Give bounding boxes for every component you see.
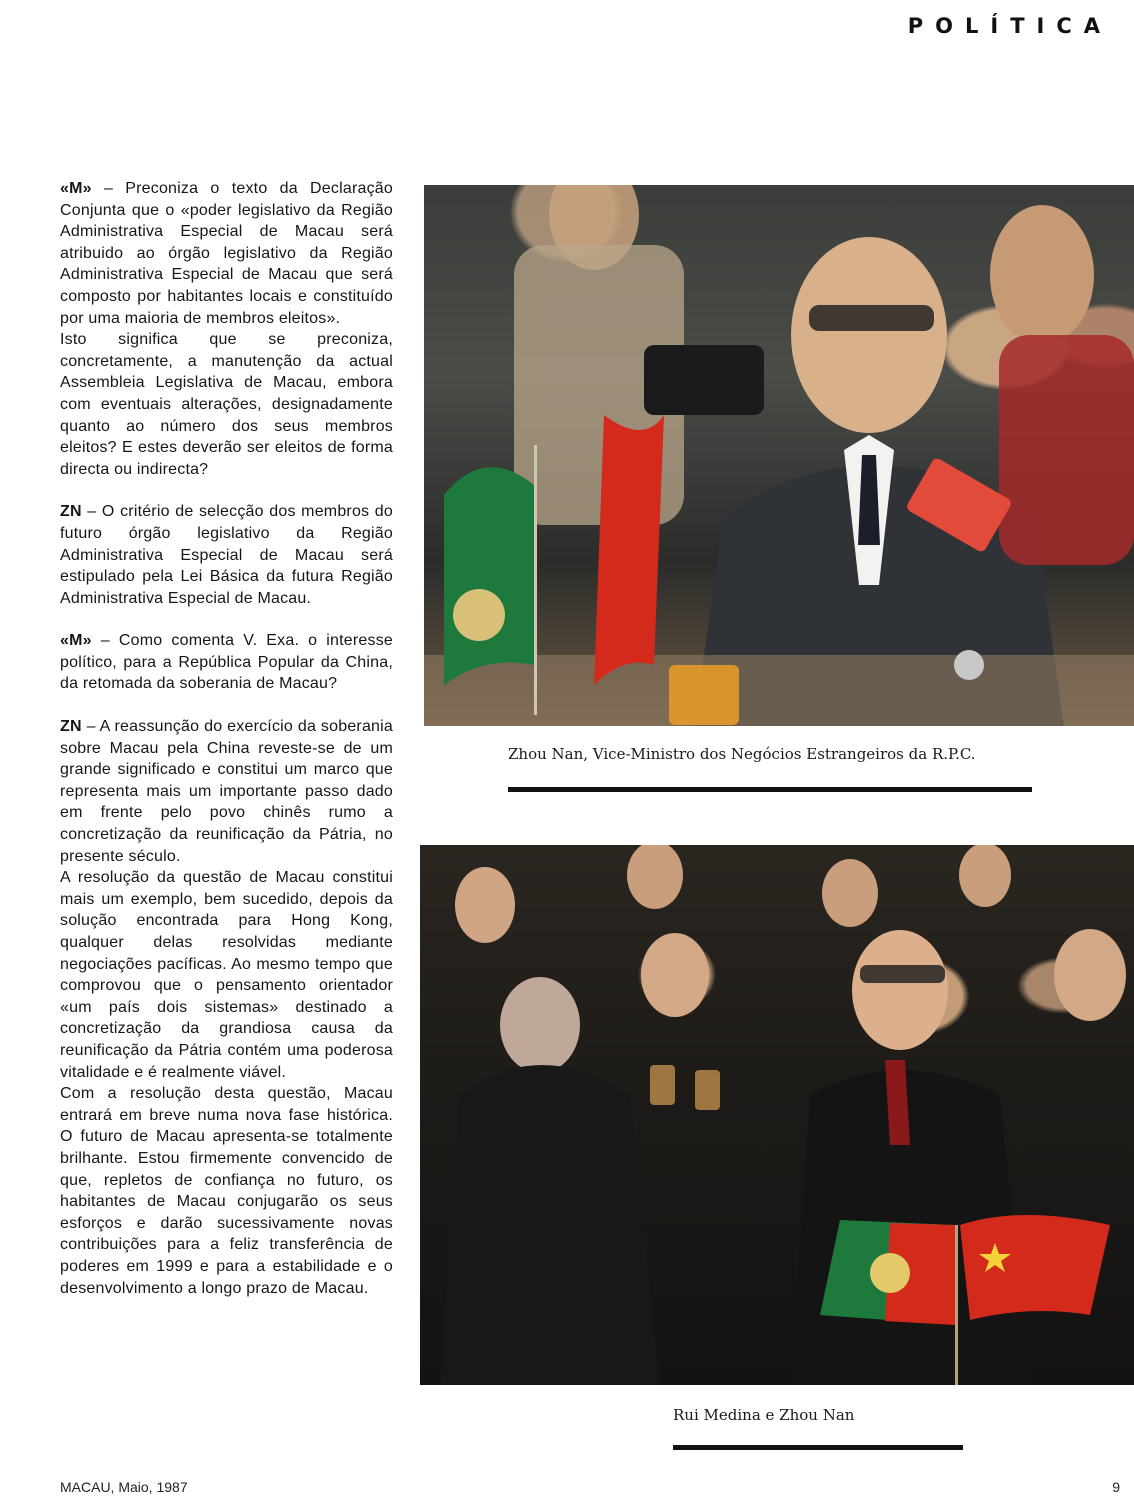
guest-face: [959, 845, 1011, 907]
rui-medina-suit: [440, 1065, 660, 1385]
article-paragraph: [60, 867, 393, 1083]
juice-glass: [669, 665, 739, 725]
page-number: 9: [1112, 1479, 1120, 1495]
guest-face: [822, 859, 878, 927]
flagpole: [534, 445, 537, 715]
glasses-icon: [860, 965, 945, 983]
video-camera-icon: [644, 345, 764, 415]
china-flag-icon: [960, 1215, 1110, 1320]
caption-rule: [508, 787, 1032, 792]
article-paragraph: [60, 630, 393, 695]
table-surface: [424, 655, 1134, 726]
reporter-body: [999, 335, 1134, 565]
section-label: POLÍTICA: [907, 14, 1112, 38]
guest-face: [455, 867, 515, 943]
article-paragraph: [60, 178, 393, 329]
guest-face: [641, 933, 709, 1017]
wine-glass-icon: [650, 1065, 675, 1105]
speaker-label: ZN: [60, 718, 82, 736]
paragraph-text: A resolução da questão de Macau constitui mais um exemplo, bem sucedido, depois da solução encontrada para Hong Kong, qualquer delas resolvidas mediante negociações pacíficas. Ao mesmo tempo que comprovou que o pensamento orientador «um país dois sistemas» destinado a concretização da grandiosa causa da reunificação da Pátria contém uma poderosa vitalidade e é realmente viável.: [60, 869, 393, 1081]
article-paragraph: [60, 1083, 393, 1299]
paragraph-text: Isto significa que se preconiza, concretamente, a manutenção da actual Assembleia Legislativa de Macau, embora com eventuais alterações, designadamente quanto ao número dos seus membros eleitos? E estes deverão ser eleitos de forma directa ou indirecta?: [60, 331, 393, 478]
reporter-face: [990, 205, 1094, 345]
speaker-label: ZN: [60, 503, 82, 521]
photo-caption: Zhou Nan, Vice-Ministro dos Negócios Estrangeiros da R.P.C.: [508, 745, 976, 763]
paragraph-text: Com a resolução desta questão, Macau entrará em breve numa nova fase histórica. O futuro de Macau apresenta-se totalmente brilhante. Estou firmemente convencido de que, repletos de confiança no futuro, os habitantes de Macau conjugarão os seus esforços e darão sucessivamente novas contribuições para a feliz transferência de poderes em 1999 e para a estabilidade e o desenvolvimento a longo prazo de Macau.: [60, 1085, 393, 1297]
paragraph-text: – O critério de selecção dos membros do futuro órgão legislativo da Região Administrativa Especial de Macau será estipulado pela Lei Básica da futura Região Administrativa Especial de Macau.: [60, 503, 393, 607]
rui-medina-head: [500, 977, 580, 1073]
toast-ceremony-photo: [420, 845, 1134, 1385]
speaker-label: «M»: [60, 180, 92, 197]
flag-emblem: [453, 589, 505, 641]
press-conference-photo: [424, 185, 1134, 726]
speaker-label: «M»: [60, 632, 92, 650]
wristwatch-icon: [954, 650, 984, 680]
paragraph-text: – A reassunção do exercício da soberania sobre Macau pela China reveste-se de um grande significado e constitui um marco que representa mais um importante passo dado em frente pelo povo chinês rumo a concretização da reunificação da Pátria, no presente século.: [60, 718, 393, 865]
article-paragraph: [60, 501, 393, 609]
china-flag-icon: [594, 415, 664, 685]
photo-scene-1: [424, 185, 1134, 726]
article-paragraph: [60, 329, 393, 480]
paragraph-text: – Preconiza o texto da Declaração Conjunta que o «poder legislativo da Região Administrativa Especial de Macau será atribuido ao órgão legislativo da Região Administrativa Especial de Macau que será composto por habitantes locais e constituído por uma maioria de membros eleitos».: [60, 180, 393, 327]
portugal-flag-icon: [444, 467, 534, 685]
article-paragraph: [60, 716, 393, 867]
guest-face: [627, 845, 683, 909]
caption-rule: [673, 1445, 963, 1450]
photo-scene-2: [420, 845, 1134, 1385]
guest-face: [1054, 929, 1126, 1021]
publication-footer: MACAU, Maio, 1987: [60, 1479, 188, 1495]
wine-glass-icon: [695, 1070, 720, 1110]
flagpole: [955, 1225, 958, 1385]
flag-emblem: [870, 1253, 910, 1293]
paragraph-text: – Como comenta V. Exa. o interesse político, para a República Popular da China, da retomada da soberania de Macau?: [60, 632, 393, 693]
photo-caption: Rui Medina e Zhou Nan: [673, 1406, 855, 1424]
speaker-face: [791, 237, 947, 433]
zhou-nan-face: [852, 930, 948, 1050]
glasses-icon: [809, 305, 934, 331]
article-body: [60, 178, 393, 1299]
